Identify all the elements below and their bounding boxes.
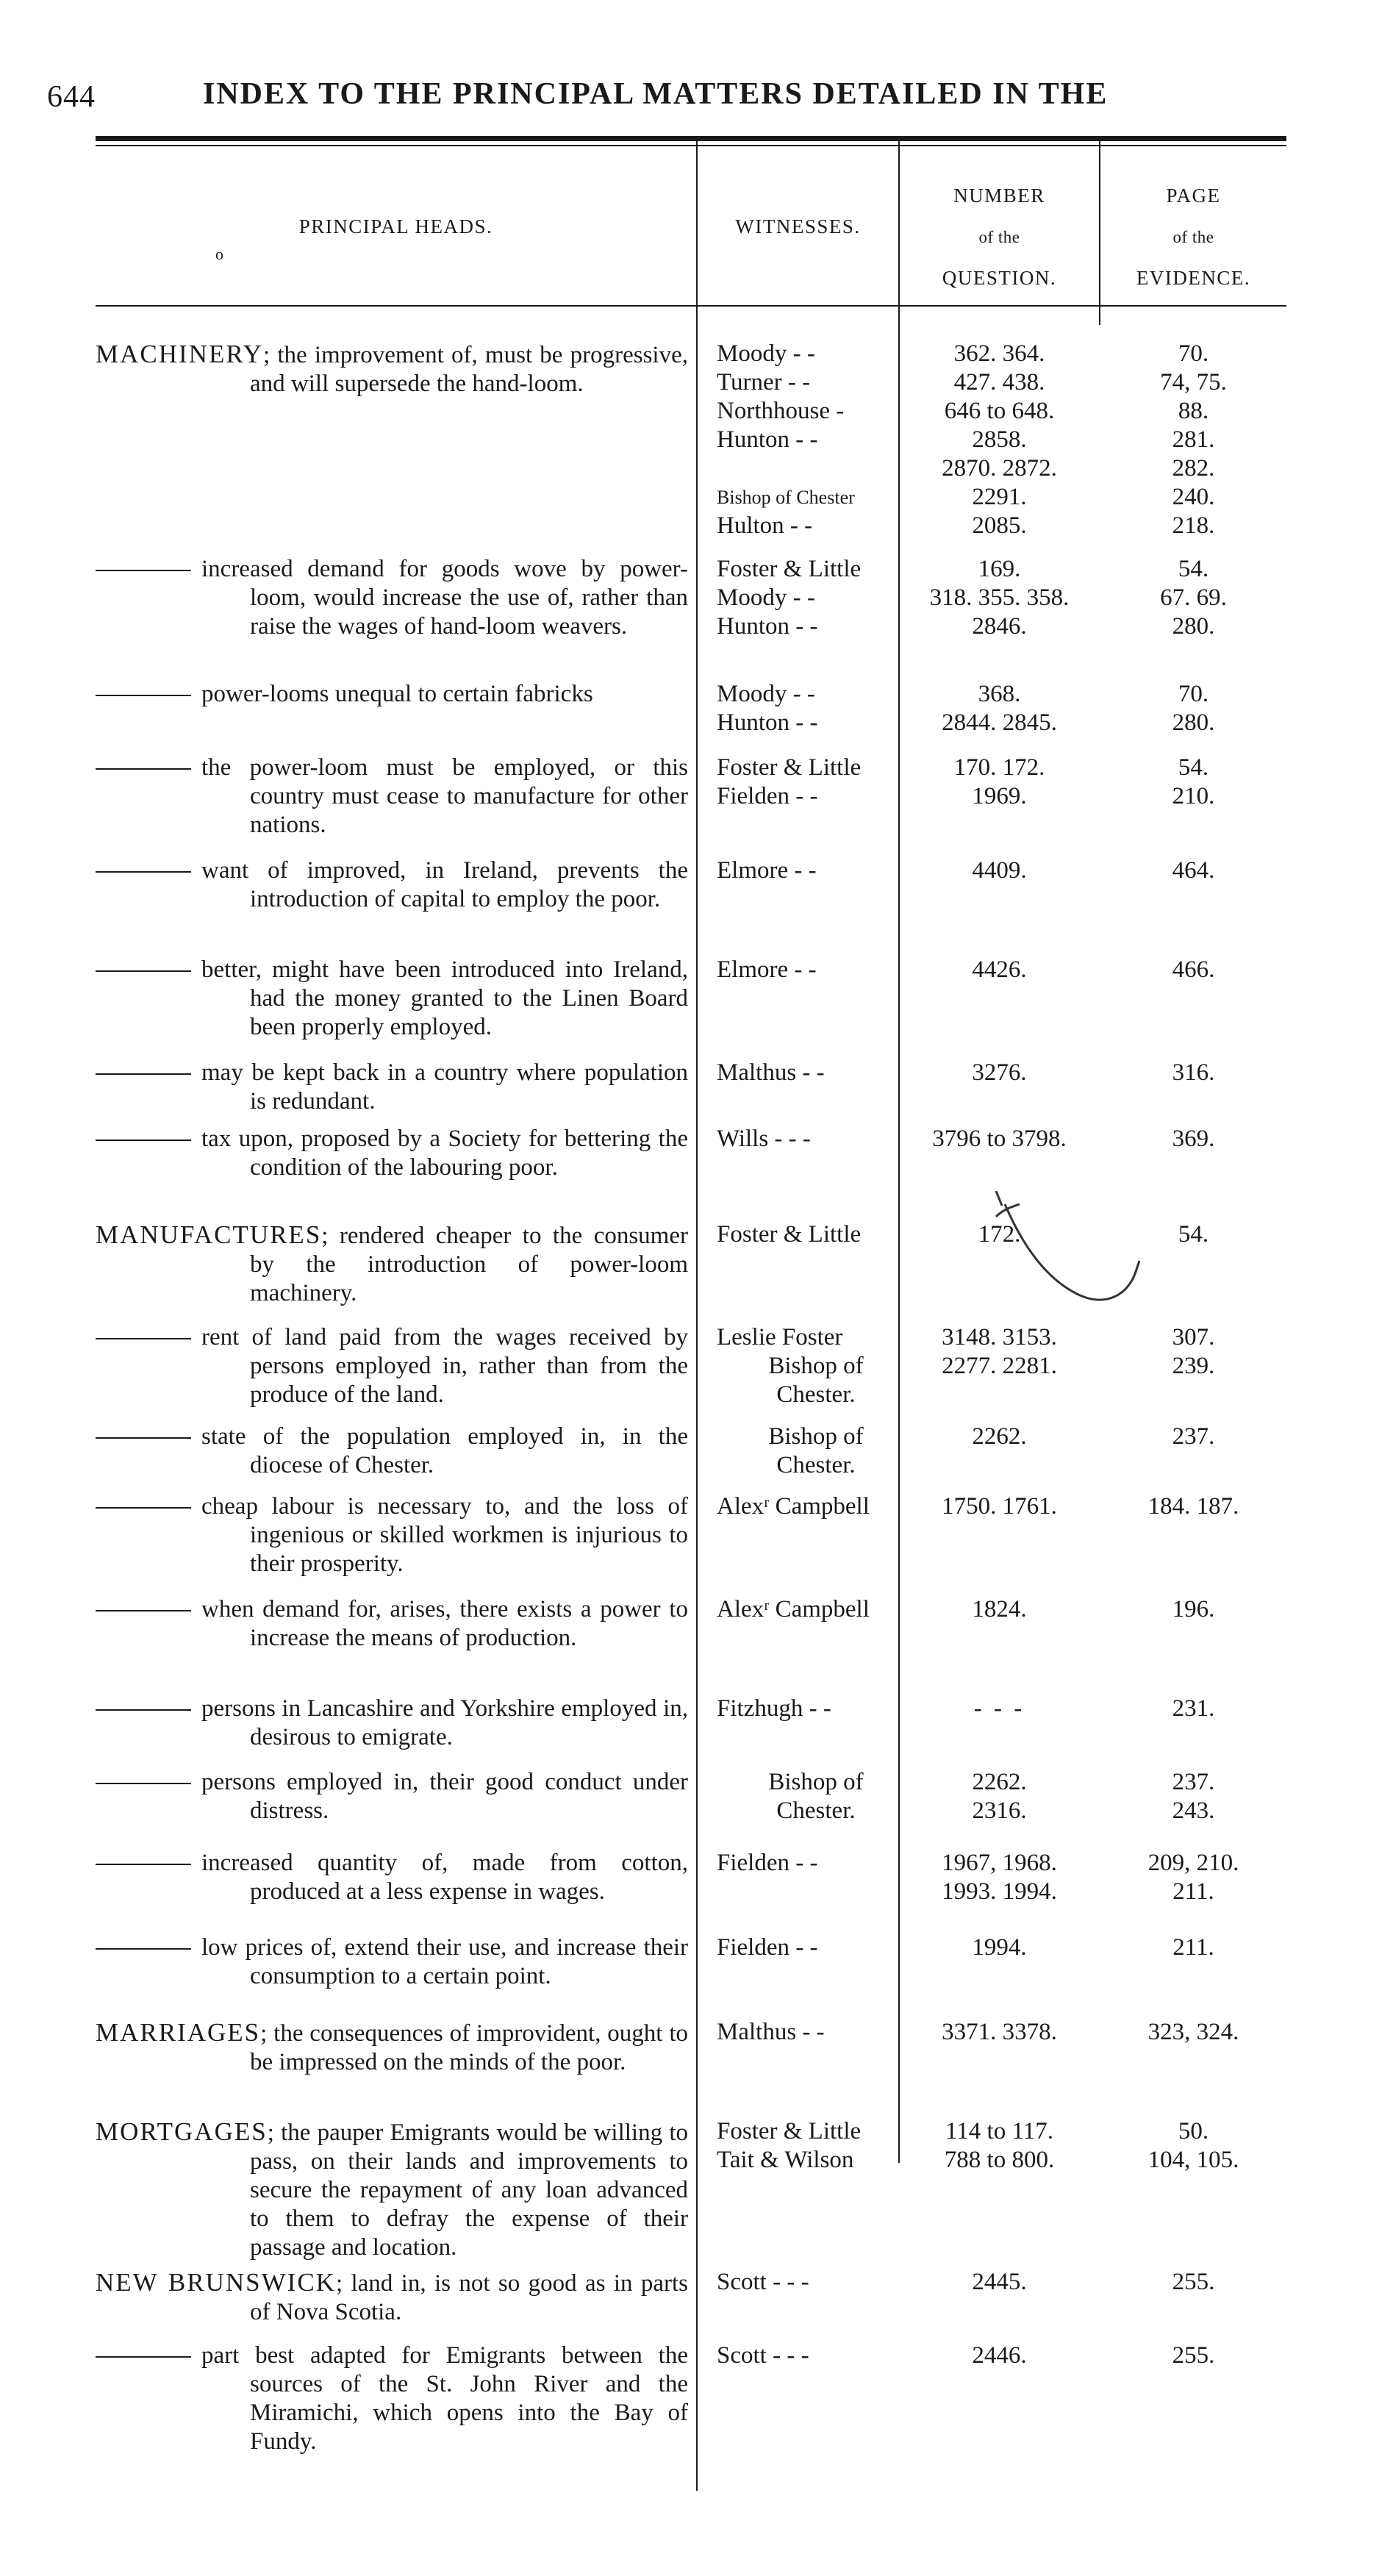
witness-column xyxy=(717,1933,915,1962)
witness: Wills - - - xyxy=(717,1126,811,1152)
witness: Elmore - - xyxy=(717,956,817,983)
evidence-page: 369. xyxy=(1172,1126,1215,1152)
header-number-line: QUESTION. xyxy=(942,266,1057,289)
evidence-page: 282. xyxy=(1172,455,1215,482)
question-number-column xyxy=(900,1492,1099,1521)
evidence-page-column xyxy=(1100,1059,1286,1087)
evidence-page-column xyxy=(1100,1125,1286,1153)
entry-text: power-looms unequal to certain fabricks xyxy=(201,681,593,707)
entry-heading xyxy=(96,856,688,914)
entry-text: tax upon, proposed by a Society for bettering the condition of the labouring poor. xyxy=(201,1126,688,1181)
witness: Foster & Little xyxy=(717,556,862,582)
question-number-column xyxy=(900,1323,1099,1381)
evidence-page: 323, 324. xyxy=(1147,2019,1239,2045)
evidence-page: 255. xyxy=(1172,2342,1215,2369)
question-number-column xyxy=(900,1595,1099,1624)
header-page-of-evidence xyxy=(1100,175,1286,298)
witness: Fielden - - xyxy=(717,783,818,809)
evidence-page: 307. xyxy=(1172,1324,1215,1350)
evidence-page: 240. xyxy=(1172,484,1215,510)
header-page-line: of the xyxy=(1172,227,1214,246)
entry-text: low prices of, extend their use, and increase their consumption to a certain point. xyxy=(201,1934,688,1989)
witness xyxy=(717,454,915,483)
witness-column xyxy=(717,1492,915,1521)
evidence-page-column xyxy=(1100,956,1286,984)
question-number: 3276. xyxy=(972,1059,1027,1086)
witness: Moody - - xyxy=(717,340,815,367)
entry-lead-term: MARRIAGES xyxy=(96,2018,261,2047)
witness: Fielden - - xyxy=(717,1850,818,1876)
witness-column xyxy=(717,856,915,885)
evidence-page: 211. xyxy=(1172,1934,1214,1961)
evidence-page-column xyxy=(1100,340,1286,540)
entry-heading xyxy=(96,2018,688,2077)
evidence-page: 50. xyxy=(1178,2118,1209,2144)
question-number: 3371. 3378. xyxy=(942,2019,1057,2045)
top-rule xyxy=(96,136,1286,141)
header-number-line: NUMBER xyxy=(953,184,1045,207)
pencil-mark xyxy=(989,1191,1150,1320)
witness-column xyxy=(717,555,915,641)
question-number: 788 to 800. xyxy=(944,2147,1055,2173)
evidence-page: 67. 69. xyxy=(1160,584,1227,611)
question-number-column xyxy=(900,2018,1099,2047)
question-number: 1967, 1968. xyxy=(942,1850,1057,1876)
evidence-page-column xyxy=(1100,2341,1286,2370)
evidence-page: 209, 210. xyxy=(1147,1850,1239,1876)
question-number: 2277. 2281. xyxy=(942,1353,1057,1379)
witness-column xyxy=(717,1125,915,1153)
question-number: 2446. xyxy=(972,2342,1027,2369)
witness-column xyxy=(717,1768,915,1825)
evidence-page-column xyxy=(1100,1768,1286,1825)
witness-column xyxy=(717,1323,915,1409)
witness: Bishop of Chester xyxy=(717,487,855,508)
question-number: 172. xyxy=(978,1221,1021,1248)
evidence-page-column xyxy=(1100,1423,1286,1451)
witness: Moody - - xyxy=(717,584,815,611)
entry-text: persons employed in, their good conduct under distress. xyxy=(201,1769,688,1824)
question-number-column xyxy=(900,856,1099,885)
entry-text: rent of land paid from the wages received by persons employed in, rather than from the produce of the land. xyxy=(201,1324,688,1408)
witness-column xyxy=(717,2341,915,2370)
witness: Bishop of xyxy=(768,1769,864,1795)
witness: Alexʳ Campbell xyxy=(717,1596,870,1622)
entry-text: increased quantity of, made from cotton, produced at a less expense in wages. xyxy=(201,1850,688,1905)
evidence-page-column xyxy=(1100,1849,1286,1906)
witness-column xyxy=(717,1595,915,1624)
question-number-column xyxy=(900,2117,1099,2175)
question-number: 3148. 3153. xyxy=(942,1324,1057,1350)
entry-heading xyxy=(96,1849,688,1906)
evidence-page: 237. xyxy=(1172,1769,1215,1795)
question-number: 2858. xyxy=(972,426,1027,453)
entry-heading xyxy=(96,2268,688,2327)
entry-text: better, might have been introduced into Ireland, had the money granted to the Linen Board been properly employed. xyxy=(201,956,688,1040)
question-number: 114 to 117. xyxy=(945,2118,1053,2144)
question-number: 2445. xyxy=(972,2269,1027,2295)
witness: Moody - - xyxy=(717,681,815,707)
question-number-column xyxy=(900,1125,1099,1153)
question-number-column xyxy=(900,340,1099,540)
entry-text: ; the consequences of improvident, ought to be impressed on the minds of the poor. xyxy=(250,2020,688,2075)
evidence-page: 280. xyxy=(1172,709,1215,736)
witness-column xyxy=(717,754,915,811)
evidence-page-column xyxy=(1100,856,1286,885)
entry-heading xyxy=(96,1323,688,1409)
entry-heading xyxy=(96,555,688,641)
question-number: 1994. xyxy=(972,1934,1027,1961)
witness-column xyxy=(717,680,915,737)
evidence-page: 237. xyxy=(1172,1423,1215,1450)
entry-text: ; rendered cheaper to the consumer by the introduction of power-loom machinery. xyxy=(250,1223,688,1306)
question-number-column xyxy=(900,754,1099,811)
witness: Malthus - - xyxy=(717,2019,825,2045)
witness: Alexʳ Campbell xyxy=(717,1493,870,1520)
question-number: 2262. xyxy=(972,1769,1027,1795)
entry-text: part best adapted for Emigrants between the sources of the St. John River and the Miramichi, which opens into the Bay of Fundy. xyxy=(201,2342,688,2455)
question-number: 4409. xyxy=(972,857,1027,884)
question-number: 170. 172. xyxy=(953,754,1045,781)
witness-column xyxy=(717,1695,915,1723)
witness-column xyxy=(717,1059,915,1087)
evidence-page-column xyxy=(1100,1695,1286,1723)
question-number: 2870. 2872. xyxy=(942,455,1057,482)
header-witnesses: WITNESSES. xyxy=(735,215,861,237)
entry-text: cheap labour is necessary to, and the loss of ingenious or skilled workmen is injurious to their prosperity. xyxy=(201,1493,688,1577)
evidence-page: 104, 105. xyxy=(1147,2147,1239,2173)
evidence-page: 54. xyxy=(1178,754,1209,781)
witness: Tait & Wilson xyxy=(717,2147,854,2173)
question-number: 2085. xyxy=(972,512,1027,539)
question-number-column xyxy=(900,2268,1099,2297)
witness-column xyxy=(717,2018,915,2047)
question-number: 2291. xyxy=(972,484,1027,510)
witness: Scott - - - xyxy=(717,2342,809,2369)
question-number-column xyxy=(900,1059,1099,1087)
column-divider-witnesses xyxy=(696,141,698,2491)
entry-lead-term: MACHINERY xyxy=(96,340,264,368)
question-number-column xyxy=(900,555,1099,641)
entry-heading xyxy=(96,1933,688,1991)
witness: Bishop of xyxy=(768,1423,864,1450)
question-number-column xyxy=(900,1768,1099,1825)
entry-text: ; land in, is not so good as in parts of Nova Scotia. xyxy=(250,2270,689,2325)
entry-text: ; the pauper Emigrants would be willing to pass, on their lands and improvements to secure the repayment of any loan advanced to them to defray the expense of their passage and location. xyxy=(250,2119,688,2261)
witness-column xyxy=(717,956,915,984)
witness: Hunton - - xyxy=(717,613,818,640)
running-head: INDEX TO THE PRINCIPAL MATTERS DETAILED IN THE xyxy=(203,77,1109,111)
witness: Hunton - - xyxy=(717,709,818,736)
entry-heading xyxy=(96,2341,688,2456)
question-number: 1750. 1761. xyxy=(942,1493,1057,1520)
header-rule xyxy=(96,305,1286,307)
question-number: 1969. xyxy=(972,783,1027,809)
question-number-column xyxy=(900,1423,1099,1451)
witness-column xyxy=(717,1220,915,1249)
entry-text: ; the improvement of, must be progressive, and will supersede the hand-loom. xyxy=(250,342,688,397)
entry-text: the power-loom must be employed, or this country must cease to manufacture for other nations. xyxy=(201,754,688,838)
entry-text: persons in Lancashire and Yorkshire employed in, desirous to emigrate. xyxy=(201,1695,688,1750)
entry-text: state of the population employed in, in the diocese of Chester. xyxy=(201,1423,688,1478)
evidence-page: 196. xyxy=(1172,1596,1215,1622)
page-number: 644 xyxy=(47,80,96,114)
question-number-column xyxy=(900,1933,1099,1962)
witness-column xyxy=(717,2268,915,2297)
entry-text: may be kept back in a country where population is redundant. xyxy=(201,1059,688,1115)
evidence-page: 316. xyxy=(1172,1059,1215,1086)
evidence-page: 54. xyxy=(1178,556,1209,582)
evidence-page: 70. xyxy=(1178,681,1209,707)
evidence-page: 88. xyxy=(1178,398,1209,424)
witness: Scott - - - xyxy=(717,2269,809,2295)
question-number: 2262. xyxy=(972,1423,1027,1450)
evidence-page: 211. xyxy=(1172,1878,1214,1905)
entry-text: when demand for, arises, there exists a power to increase the means of production. xyxy=(201,1596,688,1651)
witness-column xyxy=(717,1423,915,1480)
question-number: 3796 to 3798. xyxy=(932,1126,1067,1152)
top-rule-thin xyxy=(96,145,1286,146)
question-number-column xyxy=(900,1695,1099,1723)
question-number: 646 to 648. xyxy=(944,398,1055,424)
evidence-page: 218. xyxy=(1172,512,1215,539)
witness: Hunton - - xyxy=(717,426,818,453)
witness: Chester. xyxy=(776,1381,856,1408)
question-number: 4426. xyxy=(972,956,1027,983)
evidence-page-column xyxy=(1100,555,1286,641)
header-number-of-question xyxy=(900,175,1099,298)
entry-heading xyxy=(96,2117,688,2262)
witness: Fielden - - xyxy=(717,1934,818,1961)
question-number: 318. 355. 358. xyxy=(929,584,1070,611)
evidence-page: 70. xyxy=(1178,340,1209,367)
entry-heading xyxy=(96,1695,688,1752)
entry-heading xyxy=(96,1125,688,1182)
witness: Chester. xyxy=(776,1452,856,1478)
question-number: 368. xyxy=(978,681,1021,707)
evidence-page-column xyxy=(1100,2018,1286,2047)
evidence-page: 210. xyxy=(1172,783,1215,809)
witness-column xyxy=(717,340,915,540)
question-number: 2844. 2845. xyxy=(942,709,1057,736)
evidence-page: 464. xyxy=(1172,857,1215,884)
evidence-page: 281. xyxy=(1172,426,1215,453)
evidence-page: 243. xyxy=(1172,1797,1215,1824)
evidence-page: 74, 75. xyxy=(1160,369,1227,396)
entry-heading xyxy=(96,1220,688,1308)
witness: Leslie Foster xyxy=(717,1324,843,1350)
question-number: 362. 364. xyxy=(953,340,1045,367)
evidence-page: 239. xyxy=(1172,1353,1215,1379)
witness: Foster & Little xyxy=(717,1221,862,1248)
question-number: 169. xyxy=(978,556,1021,582)
entry-heading xyxy=(96,1423,688,1480)
evidence-page: 54. xyxy=(1178,1221,1209,1248)
question-number: 1993. 1994. xyxy=(942,1878,1057,1905)
evidence-page-column xyxy=(1100,1933,1286,1962)
question-number-column xyxy=(900,680,1099,737)
witness: Elmore - - xyxy=(717,857,817,884)
question-number-column xyxy=(900,1849,1099,1906)
witness: Chester. xyxy=(776,1797,856,1824)
evidence-page-column xyxy=(1100,754,1286,811)
entry-heading xyxy=(96,1492,688,1578)
question-number: - - - xyxy=(973,1695,1025,1722)
header-page-line: EVIDENCE. xyxy=(1136,266,1251,289)
witness: Bishop of xyxy=(768,1353,864,1379)
entry-heading xyxy=(96,1059,688,1116)
header-principal-heads: PRINCIPAL HEADS. xyxy=(298,215,493,237)
question-number: 427. 438. xyxy=(953,369,1045,396)
entry-heading xyxy=(96,956,688,1042)
question-number: 1824. xyxy=(972,1596,1027,1622)
entry-lead-term: MANUFACTURES xyxy=(96,1220,322,1249)
evidence-page: 184. 187. xyxy=(1147,1493,1239,1520)
entry-heading xyxy=(96,754,688,840)
question-number: 2846. xyxy=(972,613,1027,640)
entry-heading xyxy=(96,1595,688,1653)
evidence-page: 280. xyxy=(1172,613,1215,640)
entry-heading xyxy=(96,680,688,709)
evidence-page-column xyxy=(1100,1492,1286,1521)
witness-column xyxy=(717,2117,915,2175)
witness: Foster & Little xyxy=(717,754,862,781)
evidence-page-column xyxy=(1100,680,1286,737)
entry-text: increased demand for goods wove by power-loom, would increase the use of, rather than raise the wages of hand-loom weavers. xyxy=(201,556,688,640)
entry-text: want of improved, in Ireland, prevents the introduction of capital to employ the poor. xyxy=(201,857,688,912)
question-number: 2316. xyxy=(972,1797,1027,1824)
question-number-column xyxy=(900,2341,1099,2370)
evidence-page-column xyxy=(1100,2268,1286,2297)
evidence-page-column xyxy=(1100,1595,1286,1624)
evidence-page-column xyxy=(1100,1323,1286,1381)
witness-column xyxy=(717,1849,915,1878)
evidence-page: 231. xyxy=(1172,1695,1215,1722)
witness: Malthus - - xyxy=(717,1059,825,1086)
header-number-line: of the xyxy=(978,227,1020,246)
witness: Northhouse - xyxy=(717,398,845,424)
evidence-page: 255. xyxy=(1172,2269,1215,2295)
header-page-line: PAGE xyxy=(1166,184,1221,207)
entry-lead-term: NEW BRUNSWICK xyxy=(96,2268,336,2297)
evidence-page-column xyxy=(1100,2117,1286,2175)
witness: Foster & Little xyxy=(717,2118,862,2144)
header-mark: o xyxy=(215,245,223,263)
entry-lead-term: MORTGAGES xyxy=(96,2117,268,2146)
entry-heading xyxy=(96,340,688,398)
question-number-column xyxy=(900,956,1099,984)
witness: Hulton - - xyxy=(717,512,813,539)
witness: Turner - - xyxy=(717,369,811,396)
witness: Fitzhugh - - xyxy=(717,1695,831,1722)
evidence-page: 466. xyxy=(1172,956,1215,983)
entry-heading xyxy=(96,1768,688,1825)
